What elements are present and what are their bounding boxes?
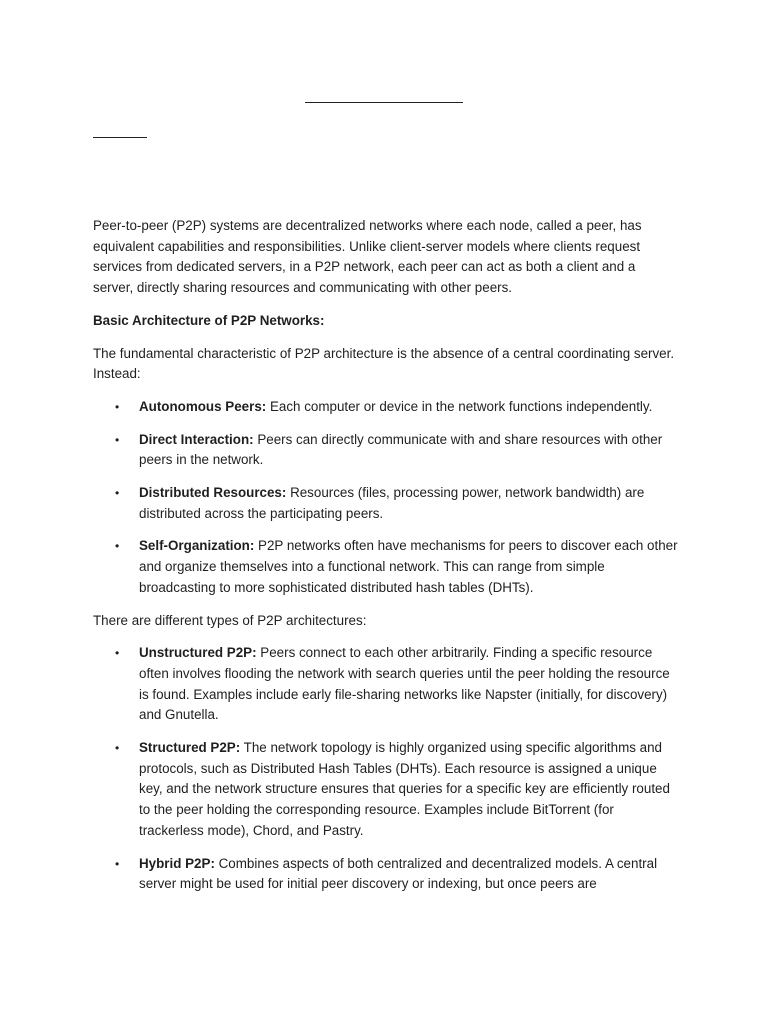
bullet-icon: • — [115, 856, 120, 871]
list-item-term: Structured P2P: — [139, 740, 241, 756]
list-item-text: Each computer or device in the network functions independently. — [266, 398, 653, 414]
list-item-term: Distributed Resources: — [139, 485, 287, 501]
characteristics-list — [93, 397, 679, 599]
list-item — [93, 536, 679, 598]
list-item — [93, 397, 679, 418]
document-body — [93, 216, 679, 907]
types-intro-paragraph: There are different types of P2P architectures: — [93, 612, 367, 628]
list-item — [93, 738, 679, 842]
title-underline — [305, 102, 463, 103]
types-list — [93, 643, 679, 895]
list-item-term: Direct Interaction: — [139, 431, 254, 447]
list-item-text: Peers connect to each other arbitrarily. Finding a specific resource often involves flooding the network with search queries until the peer holding the resource is found. Examples include early file-sharing networks like Napster (initially, for discovery) and Gnutella. — [139, 645, 670, 723]
list-item-text: Resources (files, processing power, network bandwidth) are distributed across the participating peers. — [139, 485, 645, 521]
list-item — [93, 854, 679, 895]
list-item-term: Unstructured P2P: — [139, 645, 257, 661]
section-intro-paragraph: The fundamental characteristic of P2P architecture is the absence of a central coordinating server. Instead: — [93, 345, 675, 382]
list-item-text: Combines aspects of both centralized and decentralized models. A central server might be used for initial peer discovery or indexing, but once peers are — [139, 855, 658, 892]
bullet-icon: • — [115, 432, 120, 447]
section-heading: Basic Architecture of P2P Networks: — [93, 312, 325, 328]
list-item — [93, 483, 679, 524]
list-item-term: Self-Organization: — [139, 538, 255, 554]
intro-paragraph: Peer-to-peer (P2P) systems are decentralized networks where each node, called a peer, has equivalent capabilities and responsibilities. Unlike client-server models where clients request services from dedicated servers, in a P2P network, each peer can act as both a client and a server, directly sharing resources and communicating with other peers. — [93, 218, 642, 296]
list-item-term: Autonomous Peers: — [139, 398, 267, 414]
bullet-icon: • — [115, 539, 120, 554]
list-item-text: Peers can directly communicate with and share resources with other peers in the network. — [139, 431, 663, 468]
bullet-icon: • — [115, 741, 120, 756]
list-item-text: P2P networks often have mechanisms for peers to discover each other and organize themselves into a functional network. This can range from simple broadcasting to more sophisticated distributed hash tables (DHTs). — [139, 538, 678, 595]
bullet-icon: • — [115, 486, 120, 501]
list-item — [93, 430, 679, 471]
list-item — [93, 643, 679, 726]
list-item-text: The network topology is highly organized using specific algorithms and protocols, such as Distributed Hash Tables (DHTs). Each resource is assigned a unique key, and the network structure ensures that queries for a specific key are efficiently routed to the peer holding the corresponding resource. Examples include BitTorrent (for trackerless mode), Chord, and Pastry. — [139, 740, 670, 838]
bullet-icon: • — [115, 399, 120, 414]
bullet-icon: • — [115, 646, 120, 661]
heading-underline — [93, 137, 147, 138]
list-item-term: Hybrid P2P: — [139, 855, 215, 871]
